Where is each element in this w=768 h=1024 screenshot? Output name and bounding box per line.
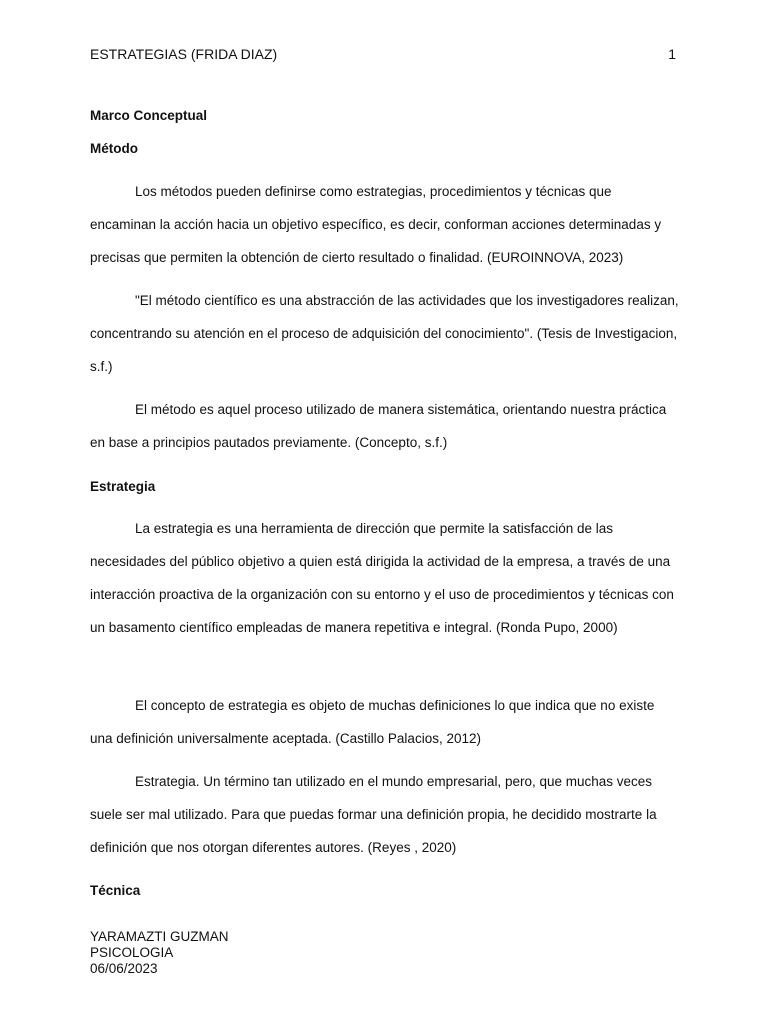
paragraph-estrategia-2: El concepto de estrategia es objeto de muchas definiciones lo que indica que no existe una definición universalmente aceptada. (Castillo Palacios, 2012) (90, 698, 655, 746)
footer-date: 06/06/2023 (90, 961, 158, 976)
paragraph-estrategia-1: La estrategia es una herramienta de dirección que permite la satisfacción de las necesidades del público objetivo a quien está dirigida la actividad de la empresa, a través de una interacción proactiva de la organización con su entorno y el uso de procedimientos y técnicas con un basamento científico empleadas de manera repetitiva e integral. (Ronda Pupo, 2000) (90, 521, 674, 635)
page-header-title: ESTRATEGIAS (FRIDA DIAZ) (90, 46, 278, 62)
heading-marco-conceptual: Marco Conceptual (90, 108, 208, 123)
paragraph-metodo-3: El método es aquel proceso utilizado de manera sistemática, orientando nuestra práctica en base a principios pautados previamente. (Concepto, s.f.) (90, 402, 667, 450)
page-footer (90, 929, 229, 977)
footer-subject: PSICOLOGIA (90, 945, 174, 960)
footer-name: YARAMAZTI GUZMAN (90, 929, 229, 944)
page-number: 1 (668, 46, 676, 62)
paragraph-metodo-1: Los métodos pueden definirse como estrategias, procedimientos y técnicas que encaminan la acción hacia un objetivo específico, es decir, conforman acciones determinadas y precisas que permiten la obtención de cierto resultado o finalidad. (EUROINNOVA, 2023) (90, 184, 662, 265)
heading-metodo: Método (90, 141, 138, 156)
heading-tecnica: Técnica (90, 883, 141, 898)
heading-estrategia: Estrategia (90, 479, 156, 494)
paragraph-metodo-2: "El método científico es una abstracción de las actividades que los investigadores realizan, concentrando su atención en el proceso de adquisición del conocimiento". (Tesis de Investigacion, s.f.) (90, 293, 679, 374)
paragraph-estrategia-3: Estrategia. Un término tan utilizado en el mundo empresarial, pero, que muchas veces suele ser mal utilizado. Para que puedas formar una definición propia, he decidido mostrarte la definición que nos otorgan diferentes autores. (Reyes , 2020) (90, 774, 657, 855)
